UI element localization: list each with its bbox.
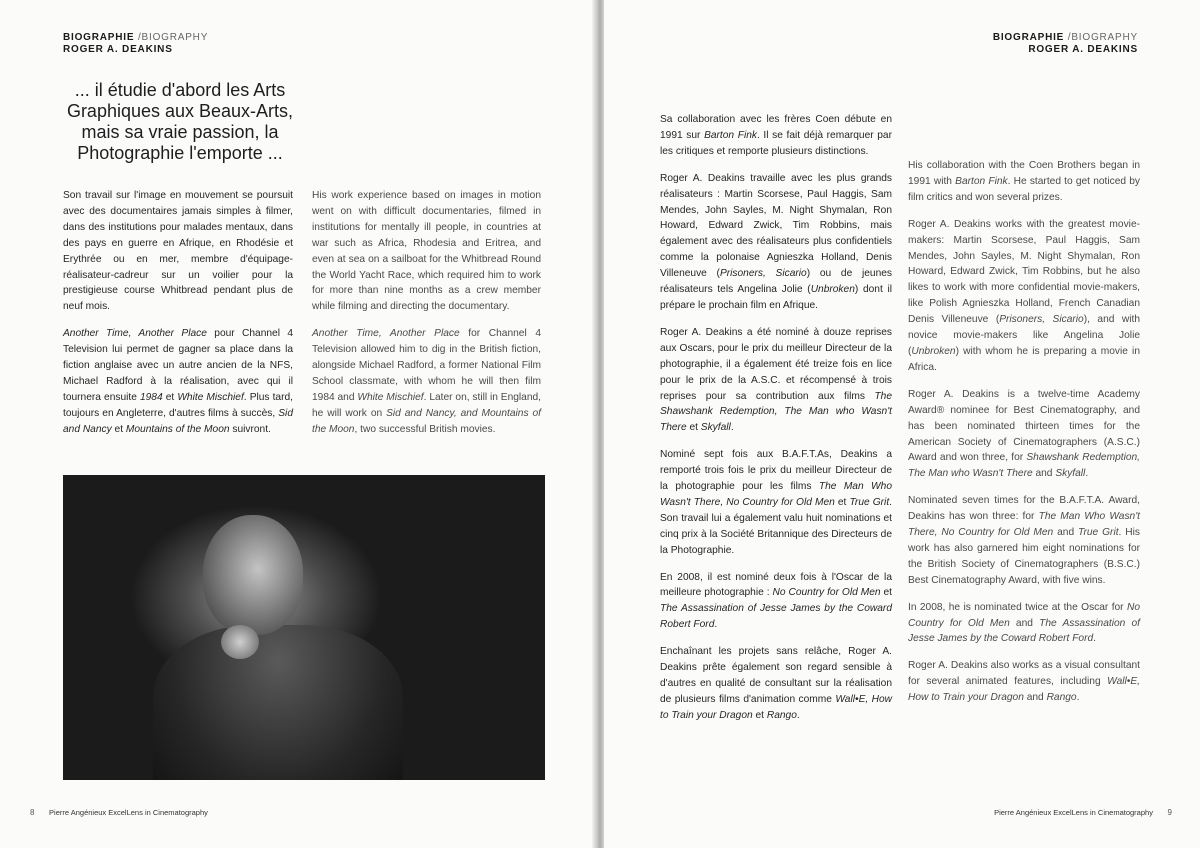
pull-quote: ... il étudie d'abord les Arts Graphiques aux Beaux-Arts, mais sa vraie passion, la Photographie l'emporte ... (66, 80, 294, 163)
right-page (604, 0, 1200, 848)
paragraph: Roger A. Deakins also works as a visual consultant for several animated features, including Wall•E, How to Train your Dragon and Rango. (908, 660, 1140, 704)
header-biographie: BIOGRAPHIE (63, 32, 135, 43)
left-page-header (63, 32, 208, 56)
paragraph: En 2008, il est nominé deux fois à l'Oscar de la meilleure photographie : No Country for Old Men et The Assassination of Jesse James by the Coward Robert Ford. (660, 571, 893, 631)
paragraph: Another Time, Another Place pour Channel 4 Television lui permet de gagner sa place dans la fiction anglaise avec un autre ancien de la NFS, Michael Radford à la réalisation, avec qui il tournera ensuite 1984 et White Mischief. Plus tard, toujours en Angleterre, d'autres films à succès, Sid and Nancy et Mountains of the Moon suivront. (63, 328, 293, 435)
header-name: ROGER A. DEAKINS (1028, 44, 1138, 55)
header-name: ROGER A. DEAKINS (63, 44, 173, 55)
paragraph: Nominated seven times for the B.A.F.T.A. Award, Deakins has won three: for The Man Who Wasn't There, No Country for Old Men and True Grit. His work has also garnered him eight nominations for the British Society of Cinematographers (B.S.C.) Best Cinematography Award, with five wins. (908, 495, 1140, 586)
left-french-column (63, 188, 293, 449)
paragraph: Roger A. Deakins a été nominé à douze reprises aux Oscars, pour le prix du meilleur Directeur de la photographie, il a également été treize fois en lice pour le prix de la A.S.C. et récompensé à trois reprises pour sa contribution aux films The Shawshank Redemption, The Man who Wasn't There et Skyfall. (660, 326, 892, 434)
paragraph: His work experience based on images in motion went on with difficult documentaries, filmed in institutions for mentally ill people, in countries at war such as Africa, Rhodesia and Eritrea, and even at sea on a sailboat for the Whitbread Round the World Yacht Race, which required him to work for more than nine months as a crew member while filming and directing the documentary. (312, 190, 541, 313)
header-biography: /BIOGRAPHY (137, 32, 209, 43)
right-footer (994, 808, 1172, 817)
paragraph: Son travail sur l'image en mouvement se poursuit avec des documentaires jamais simples à filmer, dans des institutions pour malades mentaux, dans des pays en guerre en Afrique, en Rhodésie et Erythrée ou en mer, membre d'équipage-réalisateur-cadreur sur un voilier pour la prestigieuse course Whitbread pendant plus de neuf mois. (63, 190, 293, 313)
left-footer (30, 808, 208, 817)
paragraph: His collaboration with the Coen Brothers began in 1991 with Barton Fink. He started to get noticed by film critics and won several prizes. (908, 160, 1140, 203)
paragraph: Roger A. Deakins travaille avec les plus grands réalisateurs : Martin Scorsese, Paul Haggis, Sam Mendes, John Sayles, M. Night Shymalan, Ron Howard, Edward Zwick, Tim Robbins, mais également avec des réalisateurs plus confidentiels comme la polonaise Agnieszka Holland, Denis Villeneuve (Prisoners, Sicario) ou de jeunes réalisateurs tels Angelina Jolie (Unbroken) dont il prépare le prochain film en Afrique. (660, 172, 892, 311)
right-page-header (993, 32, 1138, 56)
portrait-photo (63, 475, 545, 780)
footer-title: Pierre Angénieux ExcelLens in Cinematography (994, 808, 1153, 817)
paragraph: Roger A. Deakins works with the greatest movie-makers: Martin Scorsese, Paul Haggis, Sam Mendes, John Sayles, M. Night Shymalan, Ron Howard, Edward Zwick, Tim Robbins, but he also likes to work with more confidential movie-makers, like Polish Agnieszka Holland, French Canadian Denis Villeneuve (Prisoners, Sicario), and with novice movie-makers like Angelina Jolie (Unbroken) with whom he is preparing a movie in Africa. (908, 218, 1140, 373)
header-biographie: BIOGRAPHIE (992, 32, 1065, 43)
paragraph: In 2008, he is nominated twice at the Oscar for No Country for Old Men and The Assassination of Jesse James by the Coward Robert Ford. (908, 601, 1140, 645)
page-number: 9 (1167, 808, 1172, 817)
left-english-column (312, 188, 541, 449)
right-english-column (908, 158, 1140, 717)
right-french-column (660, 112, 892, 735)
paragraph: Sa collaboration avec les frères Coen débute en 1991 sur Barton Fink. Il se fait déjà remarquer par les critiques et remporte plusieurs distinctions. (660, 114, 892, 157)
header-biography: /BIOGRAPHY (1067, 32, 1138, 43)
left-page (0, 0, 596, 848)
paragraph: Enchaînant les projets sans relâche, Roger A. Deakins prête également son regard sensible à d'autres en qualité de consultant sur la réalisation de plusieurs films d'animation comme Wall•E, How to Train your Dragon et Rango. (660, 646, 893, 721)
paragraph: Another Time, Another Place for Channel 4 Television allowed him to dig in the British fiction, alongside Michael Radford, a former National Film School classmate, with whom he will then film 1984 and White Mischief. Later on, still in England, he will work on Sid and Nancy, and Mountains of the Moon, two successful British movies. (312, 328, 541, 435)
paragraph: Roger A. Deakins is a twelve-time Academy Award® nominee for Best Cinematography, and has been nominated thirteen times for the American Society of Cinematographers (A.S.C.) Award and won three, for Shawshank Redemption, The Man who Wasn't There and Skyfall. (908, 388, 1140, 480)
paragraph: Nominé sept fois aux B.A.F.T.As, Deakins a remporté trois fois le prix du meilleur Directeur de la photographie pour les films The Man Who Wasn't There, No Country for Old Men et True Grit. Son travail lui a également valu huit nominations et cinq prix à la Société Britannique des Directeurs de la Photographie. (660, 449, 892, 556)
footer-title: Pierre Angénieux ExcelLens in Cinematography (49, 808, 208, 817)
page-number: 8 (30, 808, 35, 817)
